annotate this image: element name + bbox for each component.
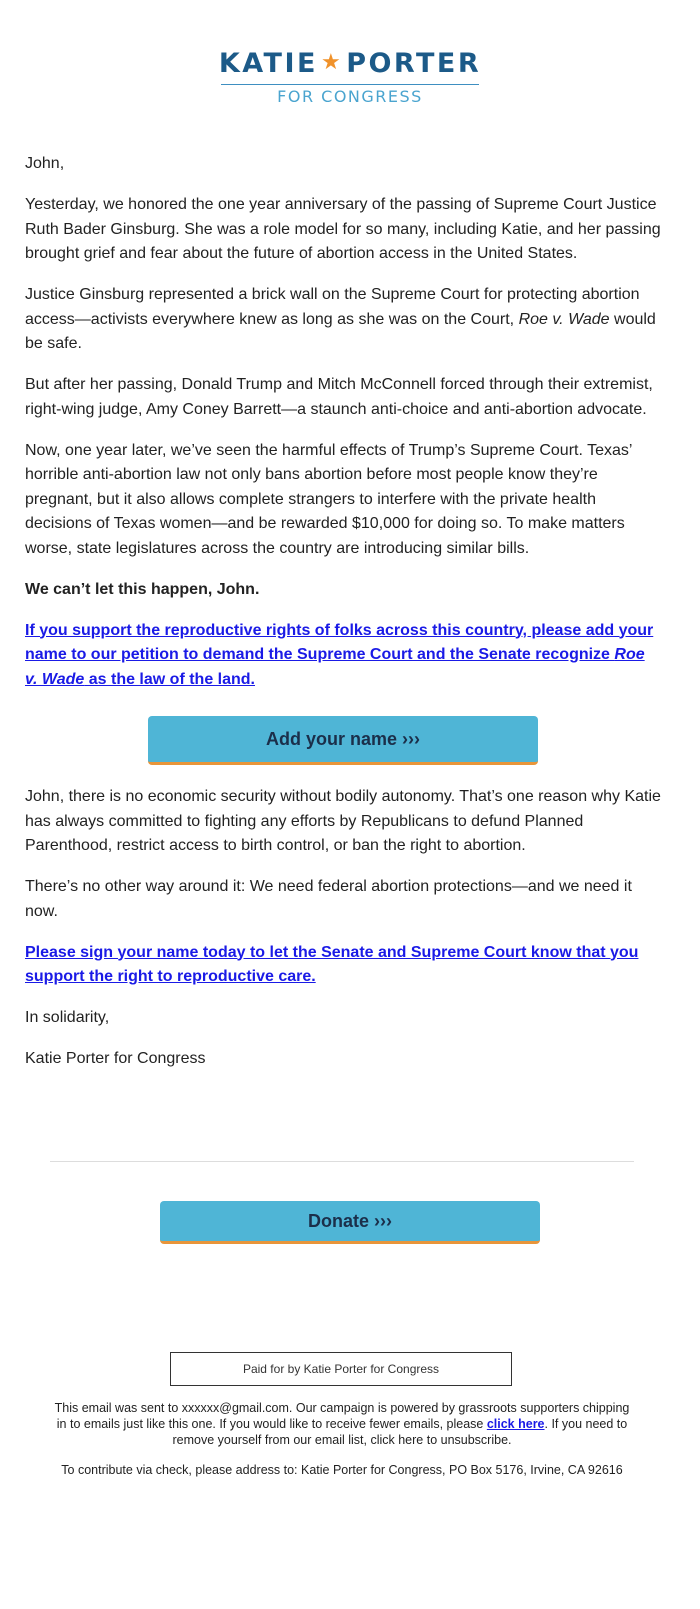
star-icon: ★ (320, 50, 344, 75)
footer-unsubscribe-text: . If you need to remove yourself from our email list, click here to unsubscribe. (172, 1417, 628, 1447)
campaign-logo (0, 48, 700, 107)
petition-link-end: as the law of the land. (84, 670, 255, 688)
sign-name-link[interactable]: Please sign your name today to let the Senate and Supreme Court know that you support the right to reproductive care. (25, 943, 639, 985)
sign-link-paragraph (25, 941, 661, 990)
donate-button[interactable]: Donate ››› (160, 1201, 540, 1244)
footer-notice-text: This email was sent to xxxxxx@gmail.com. Our campaign is powered by grassroots supporters chipping in to emails just like this one. If you would like to receive fewer emails, please (54, 1401, 630, 1431)
paragraph-ginsburg (25, 283, 661, 357)
add-your-name-button[interactable]: Add your name ››› (148, 716, 538, 765)
paid-for-disclaimer: Paid for by Katie Porter for Congress (170, 1352, 512, 1386)
email-body (25, 152, 661, 1088)
paragraph-anniversary: Yesterday, we honored the one year anniversary of the passing of Supreme Court Justice Ruth Bader Ginsburg. She was a role model for so many, including Katie, and her passing brought grief and fear about the future of abortion access in the United States. (25, 196, 661, 262)
footer-address: To contribute via check, please address to: Katie Porter for Congress, PO Box 5176, Irvine, CA 92616 (61, 1463, 623, 1477)
petition-link-italic: Roe v. Wade (25, 646, 645, 688)
petition-link[interactable] (25, 622, 653, 688)
paragraph-federal-protections: There’s no other way around it: We need federal abortion protections—and we need it now. (25, 878, 632, 920)
donate-button-wrap (0, 1201, 700, 1244)
logo-name-left: KATIE (218, 48, 318, 79)
add-name-button-wrap (25, 716, 661, 765)
greeting: John, (25, 155, 65, 172)
logo-name-right: PORTER (346, 48, 482, 79)
petition-link-paragraph (25, 619, 661, 693)
logo-title (0, 48, 700, 82)
section-divider (50, 1161, 634, 1162)
paragraph-bodily-autonomy: John, there is no economic security without bodily autonomy. That’s one reason why Katie has always committed to fighting any efforts by Republicans to defund Planned Parenthood, restrict access to birth control, or ban the right to abortion. (25, 788, 661, 854)
emphasis-statement: We can’t let this happen, John. (25, 580, 260, 598)
footer-notice (50, 1400, 634, 1448)
closing: In solidarity, (25, 1009, 110, 1026)
paragraph-ginsburg-text: Justice Ginsburg represented a brick wall on the Supreme Court for protecting abortion access—activists everywhere knew as long as she was on the Court, (25, 286, 640, 328)
logo-subtitle: FOR CONGRESS (277, 87, 423, 106)
paragraph-texas-law: Now, one year later, we’ve seen the harmful effects of Trump’s Supreme Court. Texas’ horrible anti-abortion law not only bans abortion before most people know they’re pregnant, but it also allows complete strangers to interfere with the private health decisions of Texas women—and be rewarded $10,000 for doing so. To make matters worse, state legislatures across the country are introducing similar bills. (25, 441, 632, 557)
fewer-emails-link[interactable]: click here (486, 1417, 545, 1431)
logo-divider (221, 84, 479, 85)
roe-v-wade-italic: Roe v. Wade (518, 310, 610, 328)
petition-link-text: If you support the reproductive rights of folks across this country, please add your name to our petition to demand the Supreme Court and the Senate recognize (25, 621, 654, 663)
paragraph-ginsburg-end: would be safe. (25, 310, 656, 352)
signature: Katie Porter for Congress (25, 1050, 206, 1067)
footer (50, 1400, 634, 1492)
paragraph-barrett: But after her passing, Donald Trump and Mitch McConnell forced through their extremist, right-wing judge, Amy Coney Barrett—a staunch anti-choice and anti-abortion advocate. (25, 376, 653, 418)
